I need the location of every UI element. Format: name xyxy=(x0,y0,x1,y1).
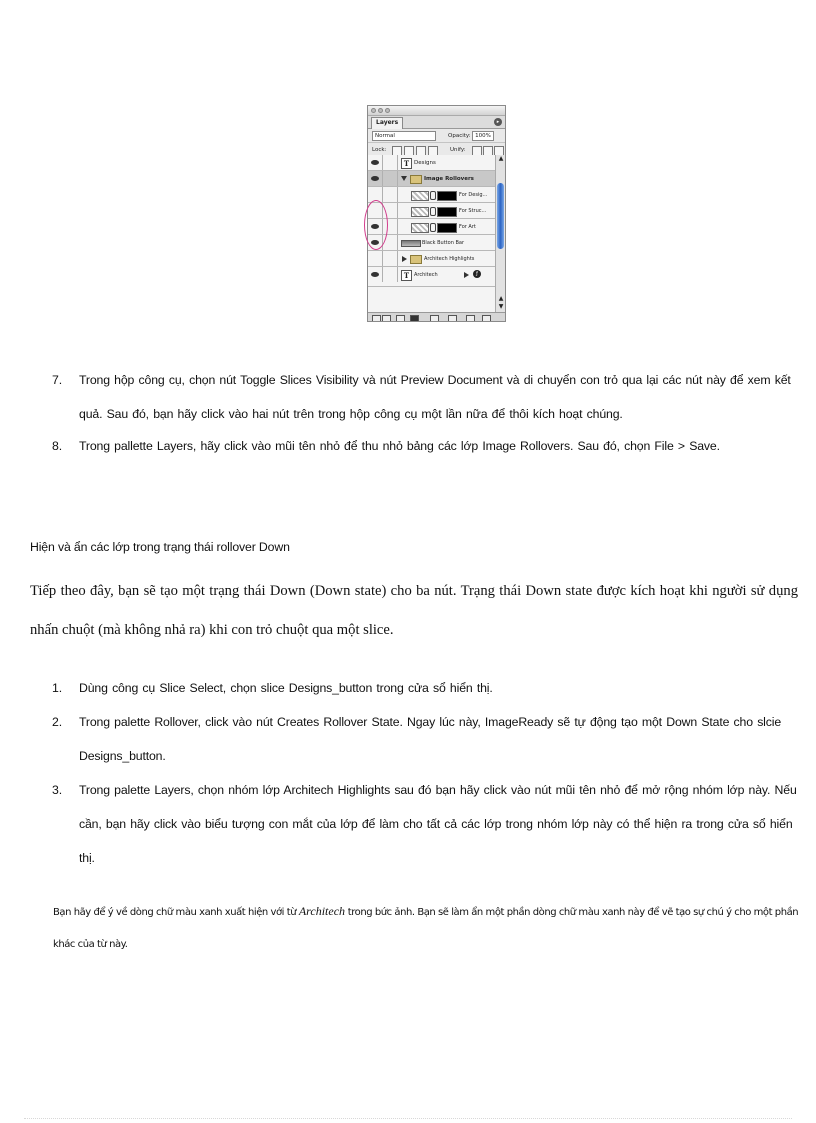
close-icon xyxy=(371,108,376,113)
link-cell xyxy=(383,187,398,202)
layer-row xyxy=(368,155,495,171)
visibility-cell xyxy=(368,251,383,266)
eye-icon xyxy=(371,272,379,277)
opacity-label: Opacity: xyxy=(448,133,471,139)
adjustment-layer-icon xyxy=(482,315,491,322)
layer-row xyxy=(368,235,495,251)
visibility-cell xyxy=(368,155,383,170)
layer-row xyxy=(368,251,495,267)
step-text: Trong pallette Layers, hãy click vào mũi tên nhỏ để thu nhỏ bảng các lớp Image Rollovers. Sau đó, chọn File > Save. xyxy=(79,439,720,453)
layer-name: For Desig... xyxy=(459,192,488,198)
note-emphasis: Architech xyxy=(298,904,346,918)
scroll-up-icon: ▲ xyxy=(498,155,504,162)
layer-thumbnail xyxy=(401,240,421,247)
note-paragraph xyxy=(53,895,801,961)
previous-state-icon xyxy=(372,315,381,322)
layer-row xyxy=(368,171,495,187)
text-layer-icon: T xyxy=(401,158,412,169)
triangle-right-icon xyxy=(402,256,407,262)
list-item xyxy=(52,429,804,463)
step-number: 7. xyxy=(52,373,62,387)
folder-icon xyxy=(410,175,422,184)
unify-label: Unify: xyxy=(450,147,466,153)
step-text: Dùng công cụ Slice Select, chọn slice Designs_button trong cửa sổ hiển thị. xyxy=(79,681,493,695)
palette-bottom-bar xyxy=(368,312,505,322)
layer-thumbnail xyxy=(411,191,429,201)
scroll-down-icon: ▼ xyxy=(498,303,504,310)
step-number: 1. xyxy=(52,681,62,695)
mask-icon xyxy=(410,315,419,322)
eye-icon xyxy=(371,160,379,165)
footer-divider xyxy=(24,1118,792,1119)
new-layer-icon xyxy=(448,315,457,322)
tab-layers: Layers xyxy=(371,117,403,129)
mask-thumbnail xyxy=(437,191,457,201)
scroll-up-icon: ▲ xyxy=(498,295,504,302)
list-item xyxy=(52,363,804,431)
step-text: Trong hộp công cụ, chọn nút Toggle Slices Visibility và nút Preview Document và di chuyển con trỏ qua lại các nút này để xem kết quả. Sau đó, bạn hãy click vào hai nút trên trong hộp công cụ một lần nữa để thôi kích hoạt chúng. xyxy=(79,373,791,421)
palette-options-row xyxy=(368,129,505,143)
layer-thumbnail xyxy=(411,207,429,217)
blend-mode-select: Normal xyxy=(372,131,436,141)
layer-name: Image Rollovers xyxy=(424,176,474,182)
intro-paragraph: Tiếp theo đây, bạn sẽ tạo một trạng thái Down (Down state) cho ba nút. Trạng thái Down state được kích hoạt khi người sử dụng nhấn chuột (mà không nhả ra) khi con trỏ chuột qua một slice. xyxy=(30,583,798,638)
step-number: 3. xyxy=(52,783,62,797)
next-state-icon xyxy=(382,315,391,322)
layer-name: Architech Highlights xyxy=(424,256,475,262)
link-cell xyxy=(383,267,398,282)
scroll-thumb xyxy=(497,183,504,249)
visibility-highlight-oval xyxy=(364,200,388,250)
link-cell xyxy=(383,171,398,186)
layer-row xyxy=(368,267,495,287)
layer-name: Designs xyxy=(414,160,436,166)
layer-row xyxy=(368,187,495,203)
triangle-down-icon xyxy=(401,176,407,181)
effects-icon: ƒ xyxy=(473,270,481,278)
palette-menu-icon: ▸ xyxy=(494,118,502,126)
list-item xyxy=(52,671,804,705)
palette-tab-row xyxy=(368,116,505,129)
link-cell xyxy=(383,155,398,170)
layer-name: For Struc... xyxy=(459,208,487,214)
text-layer-icon: T xyxy=(401,270,412,281)
minimize-icon xyxy=(378,108,383,113)
layer-list-scrollbar xyxy=(495,155,506,312)
visibility-cell xyxy=(368,267,383,282)
new-set-icon xyxy=(430,315,439,322)
list-item xyxy=(52,705,804,773)
mask-thumbnail xyxy=(437,223,457,233)
layer-name: Black Button Bar xyxy=(422,240,465,246)
step-number: 8. xyxy=(52,439,62,453)
layer-name: For Art xyxy=(459,224,476,230)
link-cell xyxy=(383,251,398,266)
triangle-right-icon xyxy=(464,272,469,278)
mask-thumbnail xyxy=(437,207,457,217)
step-text: Trong palette Rollover, click vào nút Creates Rollover State. Ngay lúc này, ImageReady sẽ tự động tạo một Down State cho slcie Designs_button. xyxy=(79,715,782,763)
layer-name: Architech xyxy=(414,272,438,278)
folder-icon xyxy=(410,255,422,264)
chain-icon xyxy=(430,191,436,200)
layer-thumbnail xyxy=(411,223,429,233)
note-text: Bạn hãy để ý về dòng chữ màu xanh xuất hiện với từ xyxy=(53,907,299,918)
eye-icon xyxy=(371,176,379,181)
visibility-cell xyxy=(368,171,383,186)
delete-layer-icon xyxy=(466,315,475,322)
palette-titlebar xyxy=(368,106,505,116)
step-text: Trong palette Layers, chọn nhóm lớp Architech Highlights sau đó bạn hãy click vào nút mũi tên nhỏ để mở rộng nhóm lớp này. Nếu cần, bạn hãy click vào biểu tượng con mắt của lớp để làm cho tất cả các lớp trong nhóm lớp này có thể hiện ra trong cửa sổ hiển thị. xyxy=(79,783,797,865)
lock-label: Lock: xyxy=(372,147,387,153)
layers-palette-figure xyxy=(367,105,506,322)
section-heading: Hiện và ẩn các lớp trong trạng thái rollover Down xyxy=(30,540,290,554)
list-item xyxy=(52,773,804,875)
layer-style-icon xyxy=(396,315,405,322)
zoom-icon xyxy=(385,108,390,113)
chain-icon xyxy=(430,223,436,232)
opacity-value: 100% xyxy=(472,131,494,141)
chain-icon xyxy=(430,207,436,216)
step-number: 2. xyxy=(52,715,62,729)
note-text: trong bức ảnh. Bạn sẽ làm ẩn một phần dòng chữ màu xanh này để vẽ tạo sự chú ý cho một phần khác của từ này. xyxy=(53,907,799,950)
